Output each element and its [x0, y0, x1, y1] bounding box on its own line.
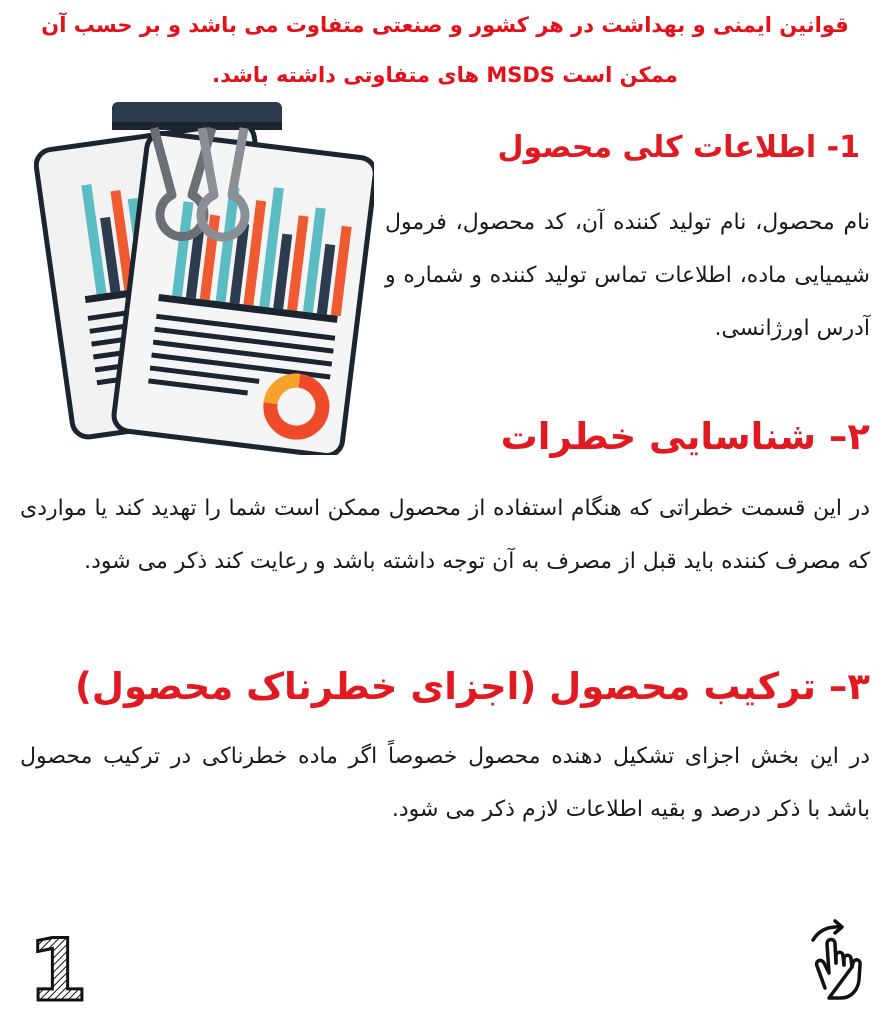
- svg-text:1: 1: [28, 921, 88, 1010]
- section-body-product-info: نام محصول، نام تولید کننده آن، کد محصول، فرمول شیمیایی ماده، اطلاعات تماس تولید کننده و شماره و آدرس اورژانسی.: [385, 210, 870, 341]
- section-title-product-info: 1- اطلاعات کلی محصول: [497, 130, 860, 165]
- section-title-composition: ۳– ترکیب محصول (اجزای خطرناک محصول): [74, 665, 870, 708]
- page-number: [20, 920, 90, 1010]
- swipe-hand-icon[interactable]: [805, 918, 873, 1002]
- report-documents-illustration: [34, 100, 374, 455]
- section-title-hazards: ۲– شناسایی خطرات: [500, 415, 870, 458]
- section-body-hazards: در این قسمت خطراتی که هنگام استفاده از محصول ممکن است شما را تهدید کند یا مواردی که مصرف کننده باید قبل از مصرف به آن توجه داشته باشد و رعایت کند ذکر می شود.: [20, 496, 870, 574]
- section-body-composition: در این بخش اجزای تشکیل دهنده محصول خصوصاً اگر ماده خطرناکی در ترکیب محصول باشد با ذکر درصد و بقیه اطلاعات لازم ذکر می شود.: [20, 744, 870, 822]
- intro-note: قوانین ایمنی و بهداشت در هر کشور و صنعتی متفاوت می باشد و بر حسب آن ممکن است MSDS های متفاوتی داشته باشد.: [41, 13, 849, 87]
